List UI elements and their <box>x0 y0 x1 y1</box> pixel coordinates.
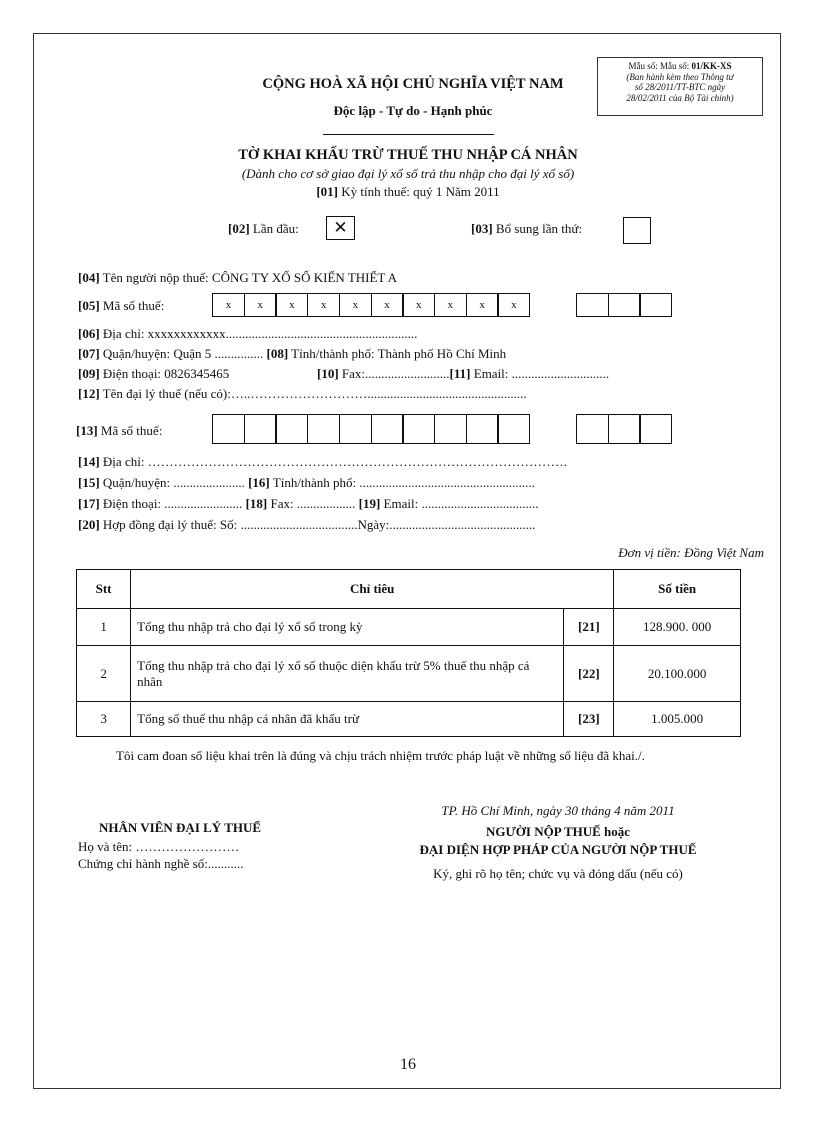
tin-digit[interactable]: x <box>497 293 530 317</box>
agent-address-line <box>78 454 567 470</box>
taxpayer-tin-boxes <box>212 293 530 317</box>
tin-suffix-digit[interactable] <box>608 414 641 444</box>
agent-fax: Fax: .................. <box>267 496 359 511</box>
agent-phone: Điện thoại: ........................ <box>99 496 246 511</box>
header-divider <box>323 134 494 135</box>
motto: Độc lập - Tự do - Hạnh phúc <box>333 103 493 118</box>
row-code: [21] <box>564 609 614 646</box>
tin-digit[interactable] <box>497 414 530 444</box>
taxpayer-tin-suffix-boxes <box>576 293 672 317</box>
row-code: [22] <box>564 646 614 702</box>
tin-digit[interactable] <box>244 414 277 444</box>
signature-instruction: Ký, ghi rõ họ tên; chức vụ và đóng dấu (nếu có) <box>433 866 683 881</box>
taxpayer-signature-block <box>360 802 756 883</box>
tax-period <box>100 184 716 200</box>
taxpayer-city: Tỉnh/thành phố: Thành phố Hồ Chí Minh <box>288 346 507 361</box>
field-code-04: [04] <box>78 270 100 285</box>
agent-tin-label <box>76 423 162 439</box>
taxpayer-phone: Điện thoại: 0826345465 <box>99 366 230 381</box>
form-code-line3: số 28/2011/TT-BTC ngày <box>634 82 726 92</box>
form-code-line4: 28/02/2011 của Bộ Tài chính) <box>626 92 734 103</box>
form-code-box <box>597 57 763 116</box>
field-code-12: [12] <box>78 386 100 401</box>
field-code-11: [11] <box>449 366 471 381</box>
agent-tin-suffix-boxes <box>576 414 672 444</box>
tin-digit[interactable] <box>275 414 308 444</box>
table-header-row <box>77 570 741 609</box>
tax-period-code: [01] <box>316 184 338 199</box>
tin-digit[interactable]: x <box>307 293 340 317</box>
agent-district-line <box>78 475 535 491</box>
taxpayer-fax: Fax:.......................... <box>338 366 450 381</box>
tin-digit[interactable] <box>307 414 340 444</box>
declaration-text: Tôi cam đoan số liệu khai trên là đúng và chịu trách nhiệm trước pháp luật về những số liệu đã khai./. <box>116 748 645 763</box>
taxpayer-email: Email: .............................. <box>470 366 610 381</box>
form-subtitle: (Dành cho cơ sở giao đại lý xổ số trả thu nhập cho đại lý xổ số) <box>241 166 575 181</box>
field-code-07: [07] <box>78 346 100 361</box>
agent-district: Quận/huyện: ...................... <box>99 475 249 490</box>
tin-digit[interactable]: x <box>244 293 277 317</box>
taxpayer-address: Địa chỉ: xxxxxxxxxxxx........................................................... <box>99 326 418 341</box>
header-indicator: Chỉ tiêu <box>131 570 614 609</box>
tin-digit[interactable] <box>402 414 435 444</box>
agent-contract: Hợp đồng đại lý thuế: Số: ....................................Ngày:............................................. <box>99 517 536 532</box>
row-amount[interactable]: 20.100.000 <box>614 646 741 702</box>
header-stt: Stt <box>77 570 131 609</box>
agent-phone-line <box>78 496 538 512</box>
field-code-05: [05] <box>78 298 100 313</box>
tin-suffix-digit[interactable] <box>576 293 609 317</box>
tin-label-text: Mã số thuế: <box>99 298 165 313</box>
first-time-text: Lần đầu: <box>249 221 299 236</box>
row-stt: 1 <box>77 609 131 646</box>
agent-name-line <box>78 386 527 402</box>
field-code-18: [18] <box>245 496 268 511</box>
supplement-text: Bổ sung lần thứ: <box>492 221 583 236</box>
row-amount[interactable]: 1.005.000 <box>614 702 741 737</box>
row-amount[interactable]: 128.900. 000 <box>614 609 741 646</box>
taxpayer-phone-line <box>78 366 229 382</box>
taxpayer-name: Tên người nộp thuế: CÔNG TY XỔ SỐ KIẾN THIẾT A <box>99 270 398 285</box>
row-stt: 3 <box>77 702 131 737</box>
row-indicator: Tổng thu nhập trả cho đại lý xổ số trong kỳ <box>131 609 564 646</box>
first-time-label <box>228 221 299 237</box>
check-mark-icon: ✕ <box>333 218 348 238</box>
tin-digit[interactable] <box>434 414 467 444</box>
form-code-line2: (Ban hành kèm theo Thông tư <box>626 71 734 82</box>
field-code-08: [08] <box>266 346 289 361</box>
table-row <box>77 646 741 702</box>
field-code-14: [14] <box>78 454 100 469</box>
place-date: TP. Hồ Chí Minh, ngày 30 tháng 4 năm 2011 <box>441 803 675 818</box>
taxpayer-fax-email-line <box>317 366 609 382</box>
tin-suffix-digit[interactable] <box>639 414 672 444</box>
tin-digit[interactable]: x <box>466 293 499 317</box>
tin-digit[interactable]: x <box>212 293 245 317</box>
tin-digit[interactable] <box>371 414 404 444</box>
field-code-09: [09] <box>78 366 100 381</box>
form-code: 01/KK-XS <box>691 61 732 71</box>
agent-contract-line <box>78 517 536 533</box>
agent-signature-title: NHÂN VIÊN ĐẠI LÝ THUẾ <box>99 820 262 835</box>
agent-email: Email: .................................... <box>380 496 539 511</box>
agent-tin-label-text: Mã số thuế: <box>97 423 163 438</box>
row-indicator: Tổng số thuế thu nhập cá nhân đã khấu trừ <box>131 702 564 737</box>
tin-suffix-digit[interactable] <box>576 414 609 444</box>
field-code-17: [17] <box>78 496 100 511</box>
nation-heading: CỘNG HOÀ XÃ HỘI CHỦ NGHĨA VIỆT NAM <box>262 76 564 92</box>
header-amount: Số tiền <box>614 570 741 609</box>
tin-digit[interactable]: x <box>371 293 404 317</box>
taxpayer-district-line <box>78 346 506 362</box>
taxpayer-address-line <box>78 326 417 342</box>
form-title: TỜ KHAI KHẤU TRỪ THUẾ THU NHẬP CÁ NHÂN <box>238 147 578 163</box>
field-code-16: [16] <box>248 475 270 490</box>
tin-digit[interactable] <box>339 414 372 444</box>
field-code-19: [19] <box>358 496 381 511</box>
agent-city: Tỉnh/thành phố: ...................................................... <box>269 475 535 490</box>
row-stt: 2 <box>77 646 131 702</box>
agent-tin-boxes <box>212 414 530 444</box>
row-code: [23] <box>564 702 614 737</box>
tin-digit[interactable]: x <box>275 293 308 317</box>
field-code-20: [20] <box>78 517 100 532</box>
tin-digit[interactable]: x <box>402 293 435 317</box>
taxpayer-name-line <box>78 270 397 286</box>
currency-note: Đơn vị tiền: Đồng Việt Nam <box>618 545 764 560</box>
tin-digit[interactable]: x <box>339 293 372 317</box>
first-time-checkbox[interactable] <box>326 216 355 240</box>
first-time-code: [02] <box>228 221 250 236</box>
row-indicator: Tổng thu nhập trả cho đại lý xổ số thuộc diện khấu trừ 5% thuế thu nhập cá nhân <box>131 646 564 702</box>
tin-digit[interactable] <box>212 414 245 444</box>
field-code-15: [15] <box>78 475 100 490</box>
tin-digit[interactable] <box>466 414 499 444</box>
agent-address: Địa chỉ: ……………………………………………………………………………………. <box>99 454 567 469</box>
tin-suffix-digit[interactable] <box>608 293 641 317</box>
form-code-prefix: Mẫu số: Mẫu số: <box>628 61 692 71</box>
table-row <box>77 702 741 737</box>
table-row <box>77 609 741 646</box>
field-code-06: [06] <box>78 326 100 341</box>
supplement-code: [03] <box>471 221 493 236</box>
agent-staff-name: Họ và tên: …………………… <box>78 839 240 854</box>
tin-digit[interactable]: x <box>434 293 467 317</box>
field-code-13: [13] <box>76 423 98 438</box>
agent-signature-block <box>78 819 261 872</box>
tax-items-table <box>76 569 741 737</box>
agent-certificate-number: Chứng chỉ hành nghề số:........... <box>78 856 244 871</box>
taxpayer-signature-title-1: NGƯỜI NỘP THUẾ hoặc <box>485 824 631 839</box>
taxpayer-district: Quận/huyện: Quận 5 ............... <box>99 346 267 361</box>
page-number: 16 <box>400 1056 416 1073</box>
supplement-label <box>471 221 582 237</box>
tin-suffix-digit[interactable] <box>639 293 672 317</box>
agent-name: Tên đại lý thuế (nếu có):…..………………………................................................. <box>99 386 527 401</box>
tax-period-text: Kỳ tính thuế: quý 1 Năm 2011 <box>338 184 500 199</box>
taxpayer-tin-label <box>78 298 164 314</box>
taxpayer-signature-title-2: ĐẠI DIỆN HỢP PHÁP CỦA NGƯỜI NỘP THUẾ <box>419 842 697 857</box>
field-code-10: [10] <box>317 366 339 381</box>
supplement-number-box[interactable] <box>623 217 651 244</box>
